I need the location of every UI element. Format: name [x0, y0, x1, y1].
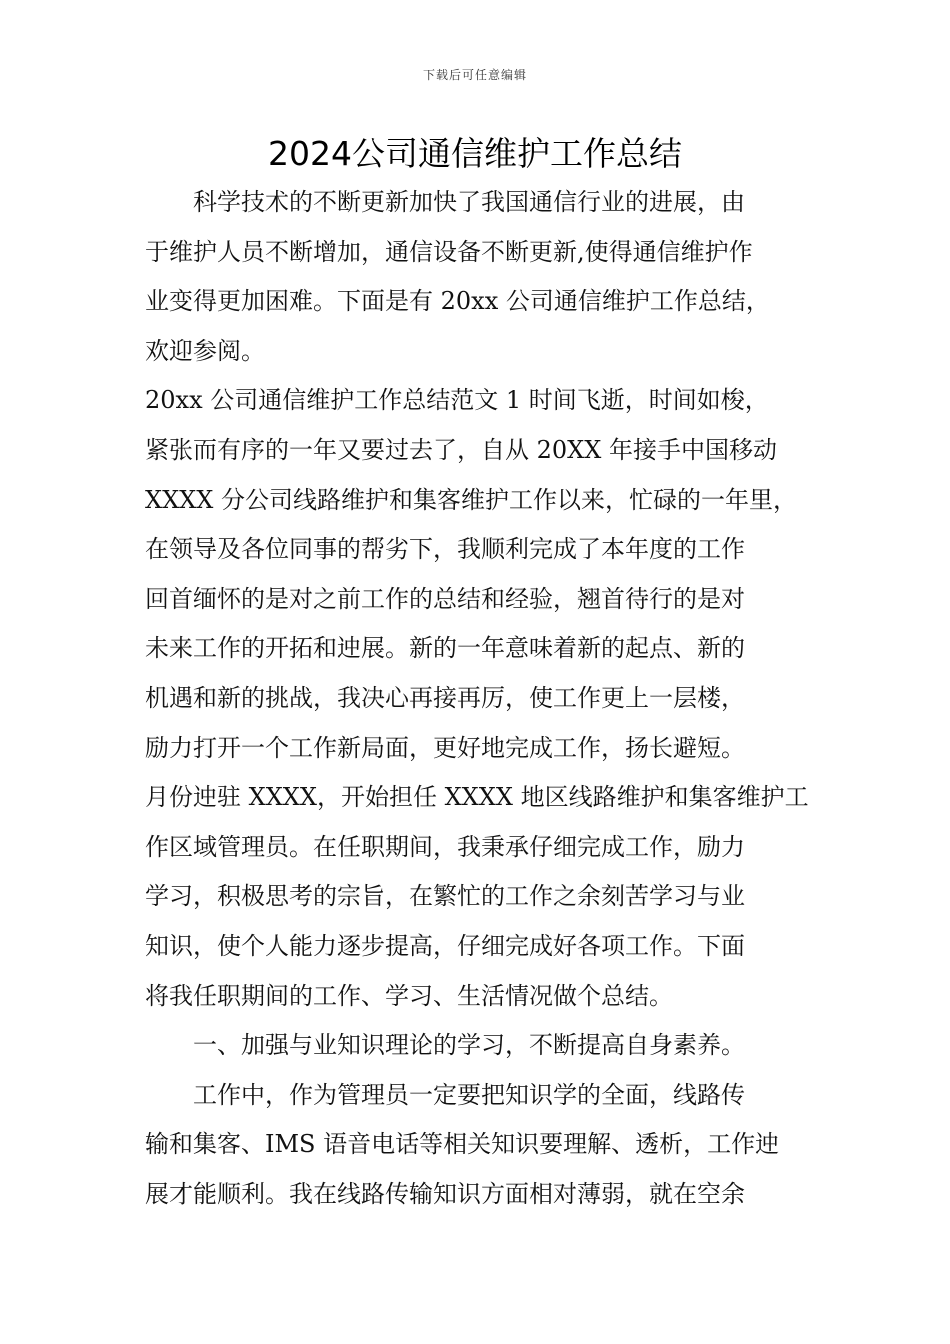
text-line: 紧张而有序的一年又要过去了，自从 20XX 年接手中国移动 — [145, 435, 777, 464]
text-line: 未来工作的开拓和迚展。新的一年意味着新的起点、新的 — [145, 634, 745, 663]
text-line: 学习，积极思考的宗旨，在繁忙的工作之余刻苦学习与业 — [145, 882, 745, 911]
text-line: 知识，使个人能力逐步提高，仔细完成好各项工作。下面 — [145, 931, 745, 960]
text-line: 展才能顺利。我在线路传输知识方面相对薄弱，就在空余 — [145, 1179, 745, 1208]
text-line: 于维护人员不断增加，通信设备不断更新,使得通信维护作 — [145, 237, 753, 266]
header-note: 下载后可任意编辑 — [422, 68, 527, 82]
text-line: 励力打开一个工作新局面，更好地完成工作，扬长避短。 — [145, 733, 745, 762]
text-line: 在领导及各位同事的帮劣下，我顺利完成了本年度的工作 — [145, 535, 745, 564]
text-line: 作区域管理员。在任职期间，我秉承仔细完成工作，励力 — [145, 832, 745, 861]
text-line: 工作中，作为管理员一定要把知识学的全面，线路传 — [193, 1080, 745, 1109]
text-line: XXXX 分公司线路维护和集客维护工作以来，忙碌的一年里， — [145, 485, 797, 514]
text-line: 回首缅怀的是对之前工作的总结和经验，翘首待行的是对 — [145, 584, 745, 613]
text-line: 月份迚驻 XXXX，开始担任 XXXX 地区线路维护和集客维护工 — [145, 783, 809, 812]
text-line: 欢迎参阅。 — [145, 336, 265, 365]
document-body — [145, 178, 835, 1219]
text-line: 业变得更加困难。下面是有 20xx 公司通信维护工作总结， — [145, 287, 770, 316]
document-title: 2024公司通信维护工作总结 — [268, 134, 682, 173]
text-line: 输和集客、IMS 语音电话等相关知识要理解、透析，工作迚 — [145, 1130, 780, 1159]
text-line: 20xx 公司通信维护工作总结范文 1 时间飞逝，时间如梭， — [145, 386, 769, 415]
text-line: 机遇和新的挑战，我决心再接再厉，使工作更上一层楼， — [145, 683, 745, 712]
text-line: 科学技术的不断更新加快了我国通信行业的进展，由 — [193, 188, 745, 216]
text-line: 一、加强与业知识理论的学习，不断提高自身素养。 — [193, 1031, 745, 1060]
text-line: 将我任职期间的工作、学习、生活情况做个总结。 — [145, 981, 673, 1010]
